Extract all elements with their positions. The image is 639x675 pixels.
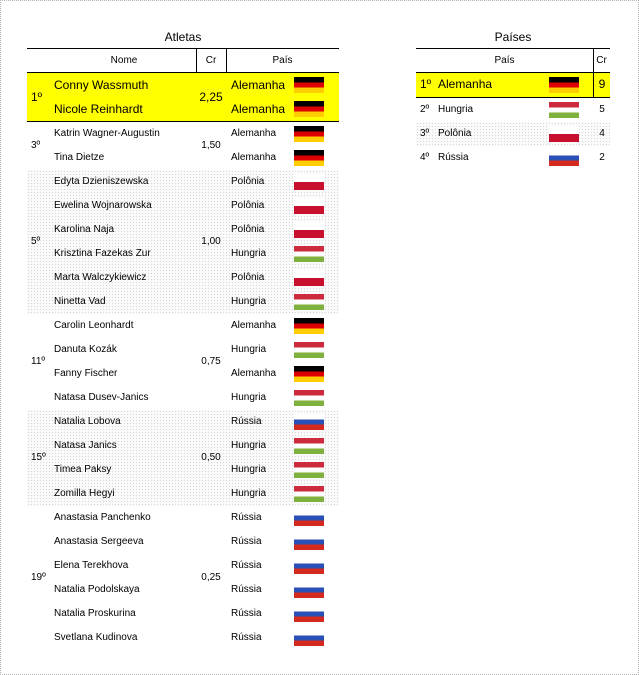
athlete-country: Polônia bbox=[231, 200, 265, 211]
country-row bbox=[416, 73, 610, 97]
athlete-name: Natalia Proskurina bbox=[54, 608, 136, 619]
group-cr: 0,50 bbox=[201, 452, 221, 463]
flag-de-icon bbox=[294, 126, 324, 142]
country-row bbox=[416, 98, 610, 122]
country-cr: 4 bbox=[599, 128, 605, 139]
flag-pl-icon bbox=[294, 222, 324, 238]
athlete-name: Anastasia Panchenko bbox=[54, 512, 151, 523]
athlete-country: Hungria bbox=[231, 488, 267, 499]
athlete-country: Hungria bbox=[231, 344, 267, 355]
athlete-name: Nicole Reinhardt bbox=[54, 102, 143, 116]
country-rank: 3º bbox=[420, 128, 430, 139]
athlete-country: Alemanha bbox=[231, 320, 277, 331]
flag-pl-icon bbox=[294, 174, 324, 190]
athletes-header-top-line bbox=[27, 48, 339, 49]
athlete-country: Rússia bbox=[231, 560, 262, 571]
athlete-country: Alemanha bbox=[231, 152, 277, 163]
athlete-name: Natasa Janics bbox=[54, 440, 117, 451]
athlete-country: Alemanha bbox=[231, 128, 277, 139]
flag-de-icon bbox=[549, 77, 579, 93]
athlete-name: Carolin Leonhardt bbox=[54, 320, 134, 331]
athlete-name: Krisztina Fazekas Zur bbox=[54, 248, 151, 259]
flag-pl-icon bbox=[549, 126, 579, 142]
athlete-name: Anastasia Sergeeva bbox=[54, 536, 144, 547]
group-band bbox=[27, 170, 339, 314]
flag-hu-icon bbox=[549, 102, 579, 118]
countries-header-cr: Cr bbox=[596, 55, 607, 66]
athlete-country: Rússia bbox=[231, 536, 262, 547]
athlete-name: Karolina Naja bbox=[54, 224, 115, 235]
athlete-name: Fanny Fischer bbox=[54, 368, 118, 379]
athlete-name: Ewelina Wojnarowska bbox=[54, 200, 152, 211]
flag-de-icon bbox=[294, 318, 324, 334]
header-cr: Cr bbox=[205, 55, 217, 66]
athlete-name: Natalia Lobova bbox=[54, 416, 121, 427]
athlete-country: Rússia bbox=[231, 608, 262, 619]
athlete-country: Hungria bbox=[231, 296, 267, 307]
flag-hu-icon bbox=[294, 438, 324, 454]
country-name: Hungria bbox=[438, 104, 474, 115]
flag-hu-icon bbox=[294, 462, 324, 478]
countries-header-top-line bbox=[416, 48, 610, 49]
country-cr-divider bbox=[593, 73, 594, 97]
athlete-name: Zomilla Hegyi bbox=[54, 488, 115, 499]
athlete-country: Polônia bbox=[231, 224, 265, 235]
country-cr: 5 bbox=[599, 104, 605, 115]
header-pais: País bbox=[272, 55, 293, 66]
header-nome: Nome bbox=[110, 55, 138, 66]
athlete-country: Polônia bbox=[231, 176, 265, 187]
athlete-country: Alemanha bbox=[231, 368, 277, 379]
athlete-name: Timea Paksy bbox=[54, 464, 112, 475]
athlete-name: Edyta Dzieniszewska bbox=[54, 176, 149, 187]
athlete-country: Hungria bbox=[231, 464, 267, 475]
athlete-country: Hungria bbox=[231, 440, 267, 451]
country-name: Polônia bbox=[438, 128, 472, 139]
group-rank: 11º bbox=[31, 356, 46, 367]
group-rank: 1º bbox=[31, 90, 43, 104]
athlete-name: Tina Dietze bbox=[54, 152, 105, 163]
flag-hu-icon bbox=[294, 486, 324, 502]
title-atletas: Atletas bbox=[164, 30, 202, 44]
flag-de-icon bbox=[294, 77, 324, 93]
flag-ru-icon bbox=[294, 534, 324, 550]
group-band bbox=[27, 506, 339, 650]
athlete-name: Elena Terekhova bbox=[54, 560, 129, 571]
country-row bbox=[416, 122, 610, 146]
athlete-country: Rússia bbox=[231, 416, 262, 427]
flag-ru-icon bbox=[294, 558, 324, 574]
athlete-country: Hungria bbox=[231, 392, 267, 403]
athlete-country: Polônia bbox=[231, 272, 265, 283]
athlete-name: Danuta Kozák bbox=[54, 344, 117, 355]
flag-pl-icon bbox=[294, 198, 324, 214]
country-name: Alemanha bbox=[438, 77, 493, 91]
athlete-name: Conny Wassmuth bbox=[54, 78, 149, 92]
group-cr: 1,50 bbox=[201, 140, 221, 151]
flag-ru-icon bbox=[294, 510, 324, 526]
flag-ru-icon bbox=[294, 606, 324, 622]
group-cr: 0,25 bbox=[201, 572, 221, 583]
athlete-name: Ninetta Vad bbox=[54, 296, 106, 307]
athlete-name: Marta Walczykiewicz bbox=[54, 272, 147, 283]
athlete-name: Natalia Podolskaya bbox=[54, 584, 140, 595]
flag-ru-icon bbox=[294, 414, 324, 430]
athlete-country: Alemanha bbox=[231, 78, 286, 92]
athlete-country: Hungria bbox=[231, 248, 267, 259]
country-name: Rússia bbox=[438, 152, 469, 163]
athlete-name: Natasa Dusev-Janics bbox=[54, 392, 149, 403]
athlete-name: Katrin Wagner-Augustin bbox=[54, 128, 160, 139]
flag-hu-icon bbox=[294, 390, 324, 406]
athlete-name: Svetlana Kudinova bbox=[54, 632, 138, 643]
country-cr: 9 bbox=[598, 77, 606, 91]
country-row bbox=[416, 146, 610, 170]
group-cr: 2,25 bbox=[199, 90, 223, 104]
flag-pl-icon bbox=[294, 270, 324, 286]
flag-hu-icon bbox=[294, 342, 324, 358]
flag-hu-icon bbox=[294, 246, 324, 262]
flag-de-icon bbox=[294, 150, 324, 166]
athlete-country: Rússia bbox=[231, 512, 262, 523]
group-cr: 1,00 bbox=[201, 236, 221, 247]
flag-ru-icon bbox=[549, 150, 579, 166]
athlete-country: Rússia bbox=[231, 584, 262, 595]
group-rank: 19º bbox=[31, 572, 46, 583]
flag-ru-icon bbox=[294, 630, 324, 646]
group-rank: 5º bbox=[31, 236, 41, 247]
athlete-country: Rússia bbox=[231, 632, 262, 643]
country-rank: 2º bbox=[420, 104, 430, 115]
athlete-country: Alemanha bbox=[231, 102, 286, 116]
country-rank: 4º bbox=[420, 152, 430, 163]
group-rank: 3º bbox=[31, 140, 41, 151]
flag-hu-icon bbox=[294, 294, 324, 310]
flag-de-icon bbox=[294, 366, 324, 382]
group-cr: 0,75 bbox=[201, 356, 221, 367]
countries-header-pais: País bbox=[494, 55, 515, 66]
title-paises: Países bbox=[494, 30, 532, 44]
flag-ru-icon bbox=[294, 582, 324, 598]
group-rank: 15º bbox=[31, 452, 46, 463]
flag-de-icon bbox=[294, 101, 324, 117]
country-rank: 1º bbox=[420, 77, 432, 91]
country-cr: 2 bbox=[599, 152, 605, 163]
